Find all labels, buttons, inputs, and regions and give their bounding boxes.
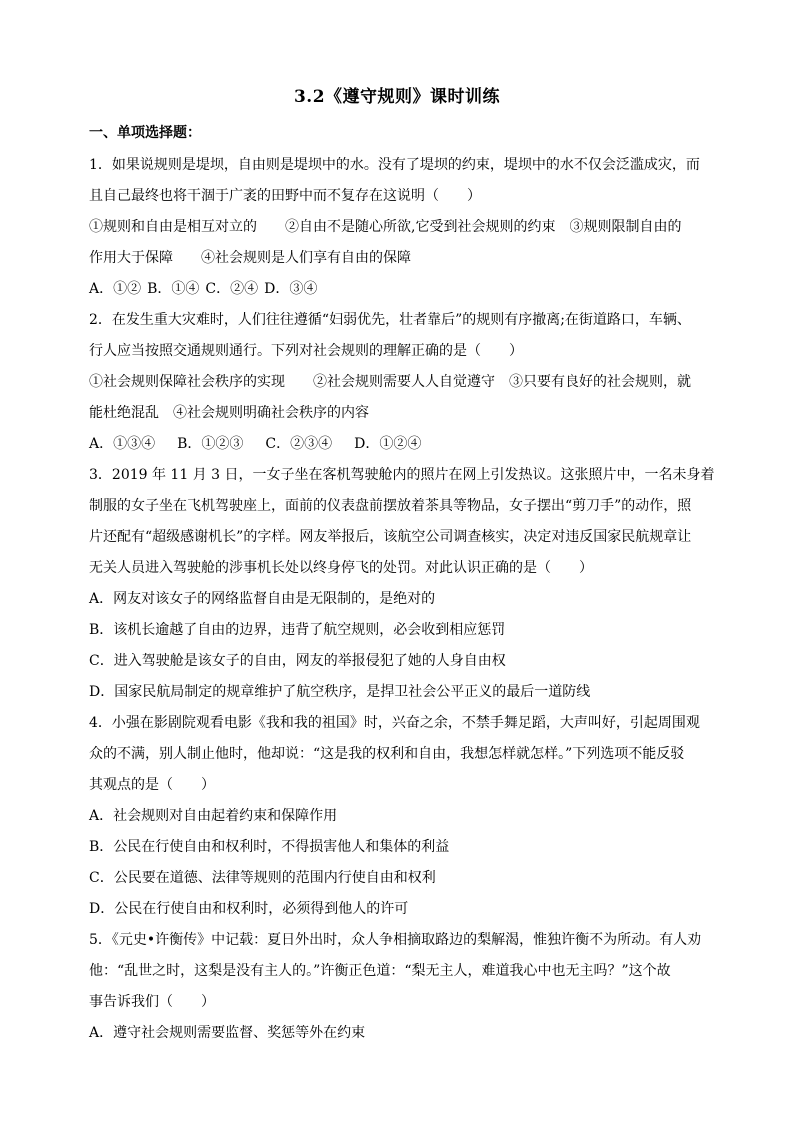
question-line: 片还配有“超级感谢机长”的字样。网友举报后，该航空公司调查核实，决定对违反国家民航规章让 — [89, 529, 692, 545]
question-line: 4．小强在影剧院观看电影《我和我的祖国》时，兴奋之余，不禁手舞足蹈，大声叫好，引起周围观 — [89, 715, 700, 731]
question-line: 行人应当按照交通规则通行。下列对社会规则的理解正确的是（ ） — [89, 343, 523, 359]
question-line: 事告诉我们（ ） — [89, 994, 215, 1010]
question-2 — [89, 305, 705, 460]
question-line: D．公民在行使自由和权利时，必须得到他人的许可 — [89, 901, 409, 917]
question-line: A．社会规则对自由起着约束和保障作用 — [89, 808, 338, 824]
question-line: 众的不满，别人制止他时，他却说：“这是我的权利和自由，我想怎样就怎样。”下列选项不能反驳 — [89, 746, 685, 762]
question-line: 其观点的是（ ） — [89, 777, 215, 793]
question-line: 且自己最终也将干涸于广袤的田野中而不复存在这说明（ ） — [89, 188, 481, 204]
question-line: 1．如果说规则是堤坝，自由则是堤坝中的水。没有了堤坝的约束，堤坝中的水不仅会泛滥成灾，而 — [89, 157, 700, 173]
section-heading: 一、单项选择题： — [89, 125, 201, 141]
answer-option: A．①② — [89, 281, 142, 297]
question-4 — [89, 708, 705, 925]
question-line: ①社会规则保障社会秩序的实现 ②社会规则需要人人自觉遵守 ③只要有良好的社会规则，就 — [89, 374, 691, 390]
question-5 — [89, 925, 705, 1049]
question-line: 能杜绝混乱 ④社会规则明确社会秩序的内容 — [89, 405, 369, 421]
question-line: C．公民要在道德、法律等规则的范围内行使自由和权利 — [89, 870, 436, 886]
question-line: B．该机长逾越了自由的边界，违背了航空规则，必会收到相应惩罚 — [89, 622, 506, 638]
answer-option: C．②④ — [205, 281, 259, 297]
question-line: A．网友对该女子的网络监督自由是无限制的，是绝对的 — [89, 591, 436, 607]
question-line: ①规则和自由是相互对立的 ②自由不是随心所欲,它受到社会规则的约束 ③规则限制自由的 — [89, 219, 682, 235]
question-line: 无关人员进入驾驶舱的涉事机长处以终身停飞的处罚。对此认识正确的是（ ） — [89, 560, 593, 576]
answer-option: B．①④ — [147, 281, 200, 297]
question-line: 制服的女子坐在飞机驾驶座上，面前的仪表盘前摆放着茶具等物品，女子摆出“剪刀手”的动作，照 — [89, 498, 692, 514]
question-1 — [89, 150, 705, 305]
question-list — [89, 150, 715, 1049]
question-line: C．进入驾驶舱是该女子的自由，网友的举报侵犯了她的人身自由权 — [89, 653, 506, 669]
question-line: 他：“乱世之时，这梨是没有主人的。”许衡正色道：“梨无主人，难道我心中也无主吗？”这个故 — [89, 963, 671, 979]
question-line: D．国家民航局制定的规章维护了航空秩序，是捍卫社会公平正义的最后一道防线 — [89, 684, 591, 700]
answer-option: A．①③④ — [89, 436, 156, 452]
answer-option: D．③④ — [264, 281, 318, 297]
question-line: A．遵守社会规则需要监督、奖惩等外在约束 — [89, 1025, 366, 1041]
question-line: 5．《元史•许衡传》中记载：夏日外出时，众人争相摘取路边的梨解渴，惟独许衡不为所动。有人劝 — [89, 932, 702, 948]
answer-option: D．①②④ — [354, 436, 422, 452]
question-3 — [89, 460, 715, 708]
question-line: 作用大于保障 ④社会规则是人们享有自由的保障 — [89, 250, 411, 266]
document-title: 3.2《遵守规则》课时训练 — [293, 87, 501, 107]
answer-options — [89, 274, 705, 305]
question-line: 2．在发生重大灾难时，人们往往遵循“妇弱优先，壮者靠后”的规则有序撤离;在街道路口，车辆、 — [89, 312, 691, 328]
answer-options — [89, 429, 705, 460]
question-line: 3．2019 年 11 月 3 日，一女子坐在客机驾驶舱内的照片在网上引发热议。这张照片中，一名未身着 — [89, 467, 715, 483]
answer-option: C．②③④ — [265, 436, 333, 452]
question-line: B．公民在行使自由和权利时，不得损害他人和集体的利益 — [89, 839, 450, 855]
answer-option: B．①②③ — [177, 436, 244, 452]
